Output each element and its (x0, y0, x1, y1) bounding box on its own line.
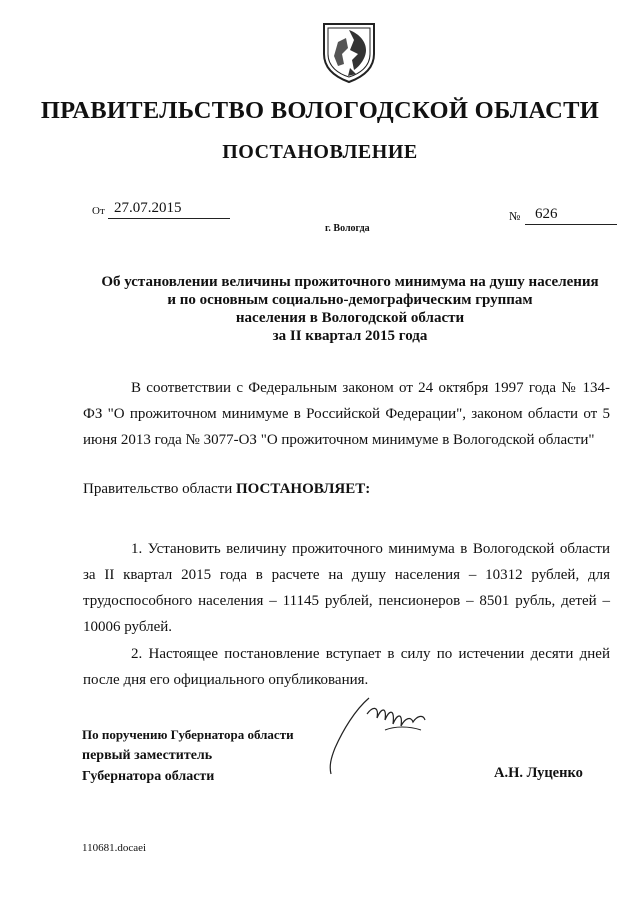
signatory-line: Губернатора области (82, 769, 215, 784)
decree-word: ПОСТАНОВЛЯЕТ: (235, 481, 371, 497)
signatory-line: первый заместитель (82, 748, 213, 763)
subject-line: населения в Вологодской области (235, 310, 465, 326)
coat-of-arms-emblem (320, 20, 378, 84)
document-subject (60, 273, 640, 345)
subject-line: за II квартал 2015 года (272, 328, 428, 344)
decree-prefix: Правительство области (83, 481, 233, 497)
signatory-title (82, 724, 294, 787)
document-date: 27.07.2015 (108, 200, 230, 219)
file-id: 110681.docaei (82, 842, 147, 854)
subject-line: Об установлении величины прожиточного минимума на душу населения (101, 274, 599, 290)
signatory-line: По поручению Губернатора области (82, 727, 294, 742)
decree-line (83, 481, 370, 498)
city-label: г. Вологда (325, 223, 370, 234)
handwritten-signature (325, 690, 435, 780)
preamble-paragraph: В соответствии с Федеральным законом от 24 октября 1997 года № 134-ФЗ "О прожиточном минимуме в Российской Федерации", законом области от 5 июня 2013 года № 3077-ОЗ "О прожиточном минимуме в Вологодской области" (83, 380, 610, 448)
decree-item-2: 2. Настоящее постановление вступает в силу по истечении десяти дней после дня его официального опубликования. (83, 646, 610, 688)
date-prefix: От (92, 205, 105, 217)
decree-item-1: 1. Установить величину прожиточного минимума в Вологодской области за II квартал 2015 года в расчете на душу населения – 10312 рублей, для трудоспособного населения – 11145 рублей, пенсионеров – 8501 рубль, детей – 10006 рублей. (83, 541, 610, 635)
document-number: 626 (525, 206, 617, 225)
number-prefix: № (509, 209, 521, 223)
signer-name: А.Н. Луценко (494, 765, 583, 781)
document-type: ПОСТАНОВЛЕНИЕ (222, 141, 418, 163)
subject-line: и по основным социально-демографическим группам (167, 292, 533, 308)
government-title: ПРАВИТЕЛЬСТВО ВОЛОГОДСКОЙ ОБЛАСТИ (40, 97, 600, 124)
